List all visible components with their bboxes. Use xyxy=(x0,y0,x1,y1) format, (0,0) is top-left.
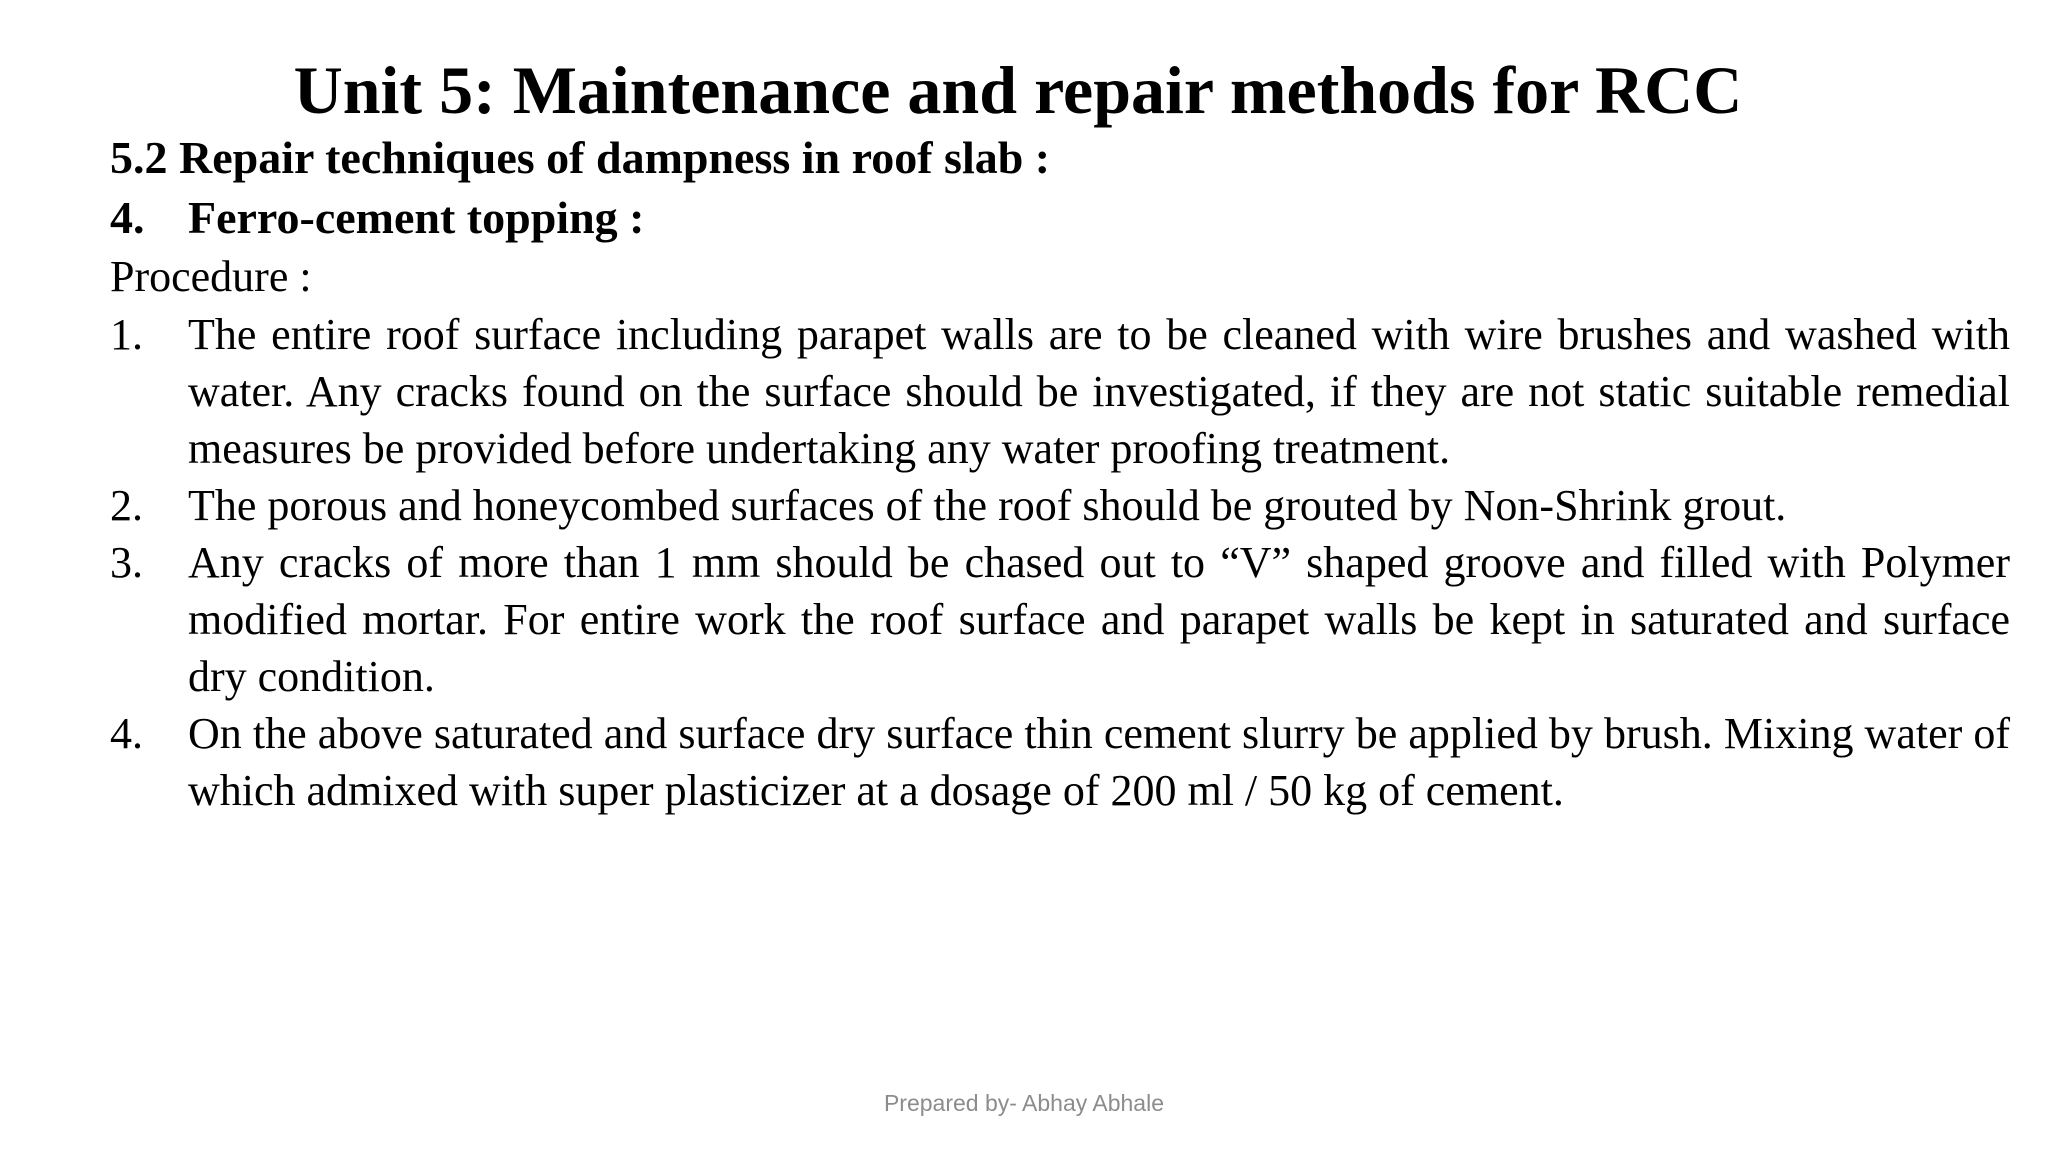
step-number: 3. xyxy=(110,538,143,587)
list-item xyxy=(110,477,2010,534)
slide-title-text: Unit 5: Maintenance and repair methods for RCC xyxy=(293,52,1743,128)
section-heading: 5.2 Repair techniques of dampness in roof slab : xyxy=(110,132,1051,183)
step-text: Any cracks of more than 1 mm should be chased out to “V” shaped groove and filled with Polymer modified mortar. For entire work the roof surface and parapet walls be kept in saturated and surface dry condition. xyxy=(188,538,2010,701)
method-label: Ferro-cement topping : xyxy=(188,192,645,243)
step-text: On the above saturated and surface dry surface thin cement slurry be applied by brush. Mixing water of which admixed with super plasticizer at a dosage of 200 ml / 50 kg of cement. xyxy=(188,709,2010,815)
step-number: 1. xyxy=(110,310,143,359)
step-text: The porous and honeycombed surfaces of the roof should be grouted by Non-Shrink grout. xyxy=(188,481,1787,530)
step-text: The entire roof surface including parapet walls are to be cleaned with wire brushes and washed with water. Any cracks found on the surface should be investigated, if they are not static suitable remedial measures be provided before undertaking any water proofing treatment. xyxy=(188,310,2010,473)
step-number: 2. xyxy=(110,481,143,530)
procedure-steps xyxy=(110,306,2010,819)
method-heading xyxy=(110,188,2010,248)
step-number: 4. xyxy=(110,709,143,758)
method-number: 4. xyxy=(110,192,145,243)
list-item xyxy=(110,534,2010,705)
footer-credit: Prepared by- Abhay Abhale xyxy=(883,1090,1165,1116)
list-item xyxy=(110,306,2010,477)
slide-title xyxy=(0,48,2048,132)
procedure-label: Procedure : xyxy=(110,252,312,301)
slide-content xyxy=(110,128,2010,819)
list-item xyxy=(110,705,2010,819)
